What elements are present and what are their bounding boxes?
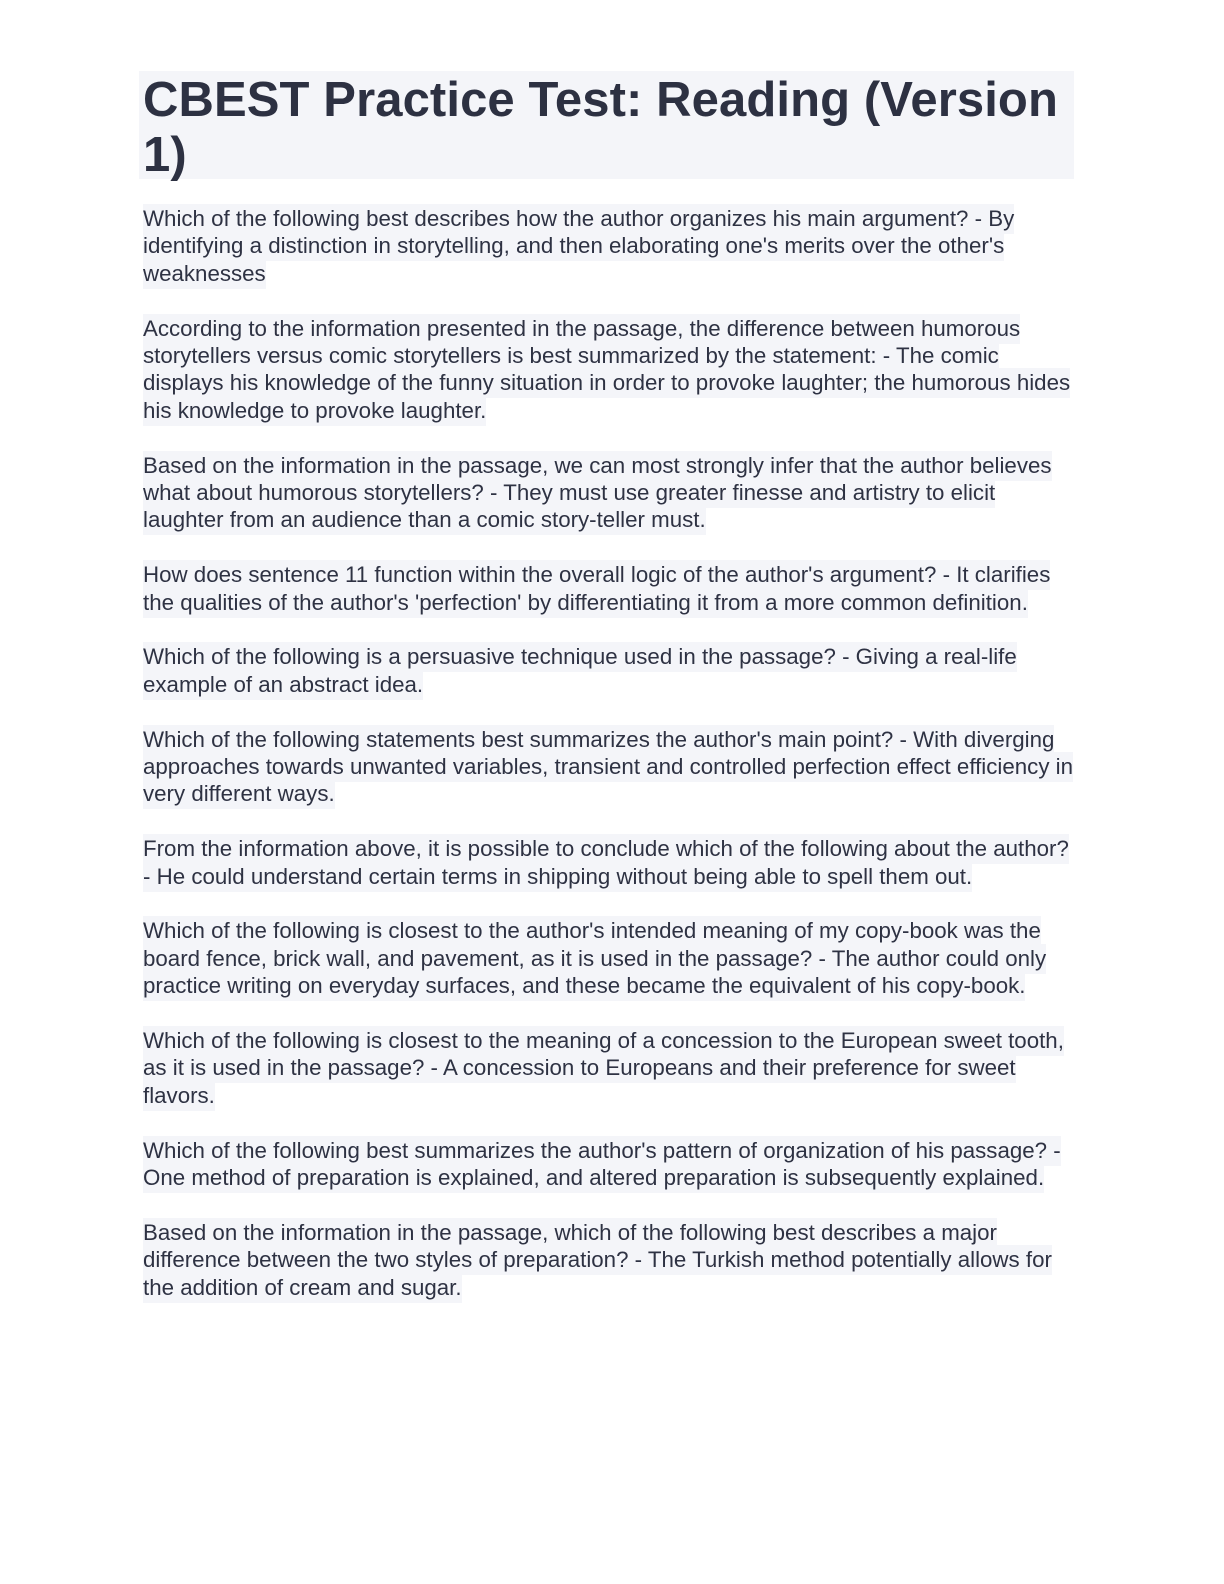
- qa-item: [139, 917, 1074, 999]
- qa-item: [139, 452, 1074, 534]
- qa-item: [139, 643, 1074, 698]
- qa-text: According to the information presented in the passage, the difference between humorous storytellers versus comic storytellers is best summarized by the statement: - The comic displays his knowledge of the funny situation in order to provoke laughter; the humorous hides his knowledge to provoke laughter.: [143, 314, 1070, 426]
- qa-text: Which of the following is a persuasive technique used in the passage? - Giving a real-life example of an abstract idea.: [143, 642, 1017, 699]
- qa-item: [139, 315, 1074, 425]
- qa-text: Which of the following best describes how the author organizes his main argument? - By identifying a distinction in storytelling, and then elaborating one's merits over the other's weaknesses: [143, 204, 1014, 289]
- qa-text: Which of the following is closest to the meaning of a concession to the European sweet tooth, as it is used in the passage? - A concession to Europeans and their preference for sweet flavors.: [143, 1026, 1064, 1111]
- qa-item: [139, 205, 1074, 287]
- qa-text: Which of the following statements best summarizes the author's main point? - With diverging approaches towards unwanted variables, transient and controlled perfection effect efficiency in very different ways.: [143, 725, 1073, 810]
- qa-list: [139, 205, 1074, 1301]
- page-title: CBEST Practice Test: Reading (Version 1): [143, 73, 1058, 182]
- qa-text: From the information above, it is possible to conclude which of the following about the author? - He could understand certain terms in shipping without being able to spell them out.: [143, 834, 1069, 891]
- qa-text: Based on the information in the passage, we can most strongly infer that the author believes what about humorous storytellers? - They must use greater finesse and artistry to elicit laughter from an audience than a comic story-teller must.: [143, 451, 1052, 536]
- qa-item: [139, 561, 1074, 616]
- qa-item: [139, 1137, 1074, 1192]
- qa-text: Which of the following best summarizes the author's pattern of organization of his passage? - One method of preparation is explained, and altered preparation is subsequently explained.: [143, 1136, 1061, 1193]
- qa-item: [139, 835, 1074, 890]
- qa-item: [139, 726, 1074, 808]
- qa-text: Based on the information in the passage, which of the following best describes a major difference between the two styles of preparation? - The Turkish method potentially allows for the addition of cream and sugar.: [143, 1218, 1052, 1303]
- qa-item: [139, 1219, 1074, 1301]
- title-block: [139, 71, 1074, 182]
- qa-text: Which of the following is closest to the author's intended meaning of my copy-book was the board fence, brick wall, and pavement, as it is used in the passage? - The author could only practice writing on everyday surfaces, and these became the equivalent of his copy-book.: [143, 916, 1046, 1001]
- document-page: [139, 71, 1074, 1301]
- qa-item: [139, 1027, 1074, 1109]
- qa-text: How does sentence 11 function within the overall logic of the author's argument? - It clarifies the qualities of the author's 'perfection' by differentiating it from a more common definition.: [143, 560, 1050, 617]
